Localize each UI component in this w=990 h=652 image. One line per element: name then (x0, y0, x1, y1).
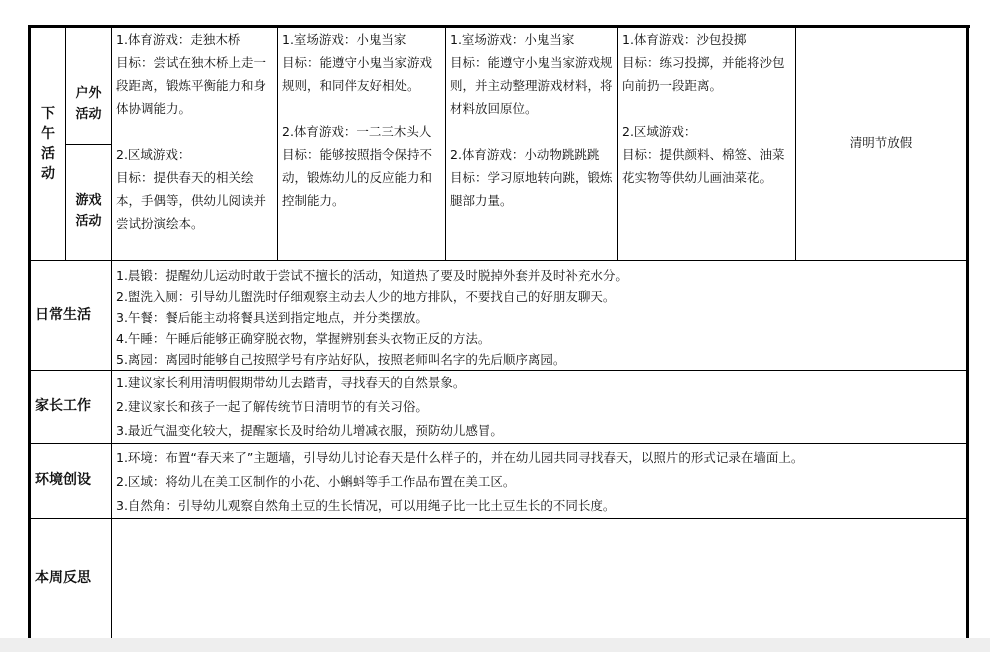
bottom-scroll-band (0, 638, 990, 652)
reflection-content (112, 518, 968, 639)
daily-life-content (112, 260, 968, 370)
list-item: 1.环境：布置“春天来了”主题墙，引导幼儿讨论春天是什么样子的，并在幼儿园共同寻找春天，以照片的形式记录在墙面上。 (116, 449, 804, 465)
list-item: 3.午餐：餐后能主动将餐具送到指定地点，并分类摆放。 (116, 309, 428, 325)
parents-row (30, 370, 968, 443)
environment-title: 环境创设 (30, 443, 112, 518)
daily-life-row (30, 260, 968, 370)
reflection-row (30, 518, 968, 639)
outdoor-label-cell (66, 28, 112, 144)
game-label-cell (66, 144, 112, 260)
list-item: 1.晨锻：提醒幼儿运动时敢于尝试不擅长的活动，知道热了要及时脱掉外套并及时补充水分。 (116, 267, 628, 283)
environment-row (30, 443, 968, 518)
list-item: 2.区域：将幼儿在美工区制作的小花、小蝌蚪等手工作品布置在美工区。 (116, 473, 516, 489)
outdoor-activity-label: 户外 活动 (75, 86, 102, 122)
afternoon-title-cell (30, 28, 66, 260)
afternoon-title: 下 午 活 动 (41, 105, 55, 182)
daily-life-title: 日常生活 (30, 260, 112, 370)
holiday-cell: 清明节放假 (796, 28, 968, 260)
list-item: 2.建议家长和孩子一起了解传统节日清明节的有关习俗。 (116, 398, 428, 414)
afternoon-day-2: 1.室场游戏：小鬼当家 目标：能遵守小鬼当家游戏规则，和同伴友好相处。 2.体育游戏：一二三木头人 目标：能够按照指令保持不动，锻炼幼儿的反应能力和控制能力。 (278, 28, 446, 260)
afternoon-row-outdoor (30, 28, 968, 144)
afternoon-day-4: 1.体育游戏：沙包投掷 目标：练习投掷，并能将沙包向前扔一段距离。 2.区域游戏： 目标：提供颜料、棉签、油菜花实物等供幼儿画油菜花。 (618, 28, 796, 260)
afternoon-day-1: 1.体育游戏：走独木桥 目标：尝试在独木桥上走一段距离，锻炼平衡能力和身体协调能力。 2.区域游戏： 目标：提供春天的相关绘本，手偶等，供幼儿阅读并尝试扮演绘本。 (112, 28, 278, 260)
list-item: 3.自然角：引导幼儿观察自然角土豆的生长情况，可以用绳子比一比土豆生长的不同长度。 (116, 497, 616, 513)
reflection-title: 本周反思 (30, 518, 112, 639)
game-activity-label: 游戏 活动 (75, 192, 102, 229)
parents-title: 家长工作 (30, 370, 112, 443)
weekly-plan-table (28, 28, 969, 640)
list-item: 3.最近气温变化较大，提醒家长及时给幼儿增减衣服，预防幼儿感冒。 (116, 422, 503, 438)
list-item: 2.盥洗入厕：引导幼儿盥洗时仔细观察主动去人少的地方排队，不要找自己的好朋友聊天。 (116, 288, 616, 304)
list-item: 4.午睡：午睡后能够正确穿脱衣物，掌握辨别套头衣物正反的方法。 (116, 330, 491, 346)
parents-content (112, 370, 968, 443)
environment-content (112, 443, 968, 518)
afternoon-day-3: 1.室场游戏：小鬼当家 目标：能遵守小鬼当家游戏规则，并主动整理游戏材料，将材料放回原位。 2.体育游戏：小动物跳跳跳 目标：学习原地转向跳，锻炼腿部力量。 (446, 28, 618, 260)
list-item: 1.建议家长利用清明假期带幼儿去踏青，寻找春天的自然景象。 (116, 374, 466, 390)
list-item: 5.离园：离园时能够自己按照学号有序站好队，按照老师叫名字的先后顺序离园。 (116, 351, 566, 367)
